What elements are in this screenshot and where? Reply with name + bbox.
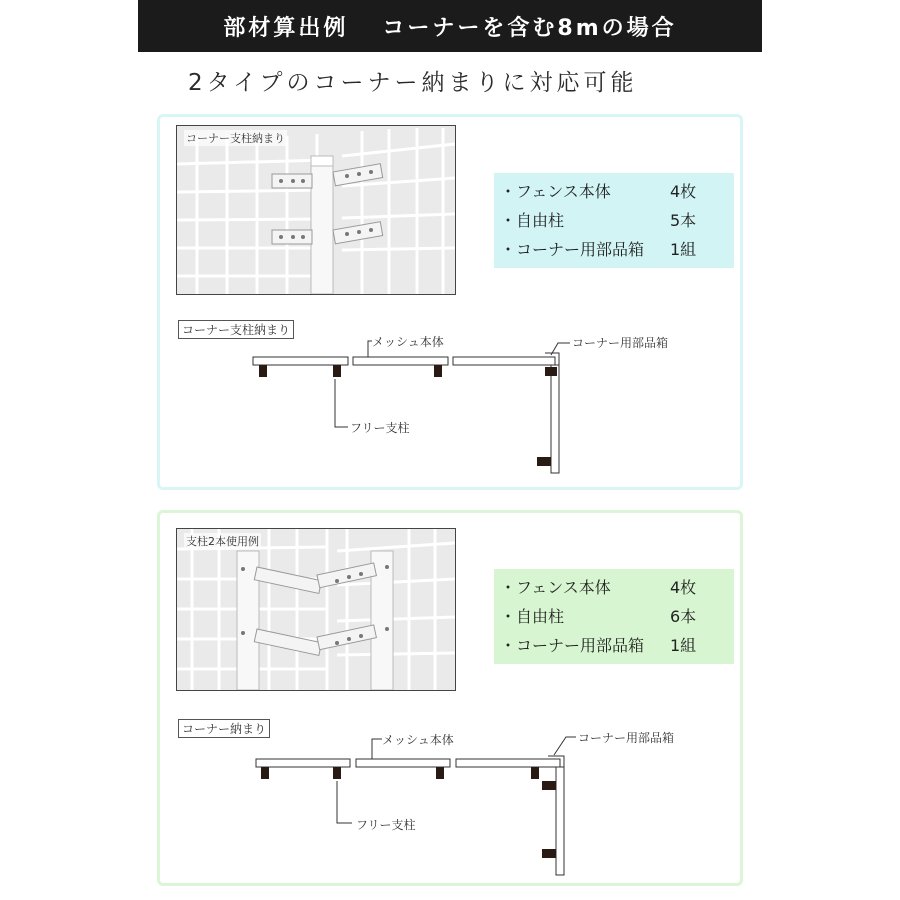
corner-parts-label: コーナー用部品箱 — [572, 336, 669, 350]
mesh-panel — [453, 357, 555, 365]
two-post-plan-diagram — [160, 513, 740, 883]
mesh-label: メッシュ本体 — [372, 335, 444, 349]
part-name: ・自由柱 — [500, 211, 565, 230]
corner-post-panel — [157, 114, 743, 490]
corner-parts-label: コーナー用部品箱 — [578, 731, 675, 745]
part-qty: 4枚 — [670, 182, 697, 201]
post — [542, 781, 556, 790]
subtitle: 2タイプのコーナー納まりに対応可能 — [188, 70, 638, 96]
mesh-panel — [551, 365, 559, 473]
header-title-part2: コーナーを含む8mの場合 — [382, 15, 677, 41]
diagram-title: コーナー支柱納まり — [178, 320, 294, 339]
part-qty: 1組 — [670, 240, 697, 259]
part-qty: 5本 — [670, 211, 697, 230]
mesh-panel — [356, 759, 450, 767]
part-qty: 4枚 — [670, 578, 697, 597]
post — [545, 367, 557, 376]
mesh-panel — [253, 357, 348, 365]
mesh-panel — [556, 767, 564, 875]
mesh-label: メッシュ本体 — [382, 733, 454, 747]
photo-caption: コーナー支柱納まり — [186, 132, 285, 145]
post — [531, 767, 539, 779]
corner-post-plan-diagram — [160, 117, 740, 487]
post — [333, 365, 341, 377]
post — [259, 365, 267, 377]
header-title-part1: 部材算出例 — [223, 15, 349, 41]
free-post-label: フリー支柱 — [356, 818, 416, 832]
part-name: ・コーナー用部品箱 — [500, 636, 645, 655]
post — [537, 457, 551, 466]
header-bar — [138, 0, 762, 52]
part-name: ・コーナー用部品箱 — [500, 240, 645, 259]
part-name: ・フェンス本体 — [500, 182, 611, 201]
two-post-panel — [157, 510, 743, 886]
post — [333, 767, 341, 779]
part-name: ・自由柱 — [500, 607, 565, 626]
mesh-panel — [256, 759, 350, 767]
part-qty: 6本 — [670, 607, 697, 626]
post — [434, 365, 442, 377]
post — [542, 849, 556, 858]
part-qty: 1組 — [670, 636, 697, 655]
mesh-panel — [353, 357, 448, 365]
post — [261, 767, 269, 779]
part-name: ・フェンス本体 — [500, 578, 611, 597]
free-post-label: フリー支柱 — [350, 421, 410, 435]
diagram-title: コーナー納まり — [178, 719, 270, 738]
photo-caption: 支柱2本使用例 — [186, 535, 259, 548]
mesh-panel — [456, 759, 560, 767]
post — [436, 767, 444, 779]
